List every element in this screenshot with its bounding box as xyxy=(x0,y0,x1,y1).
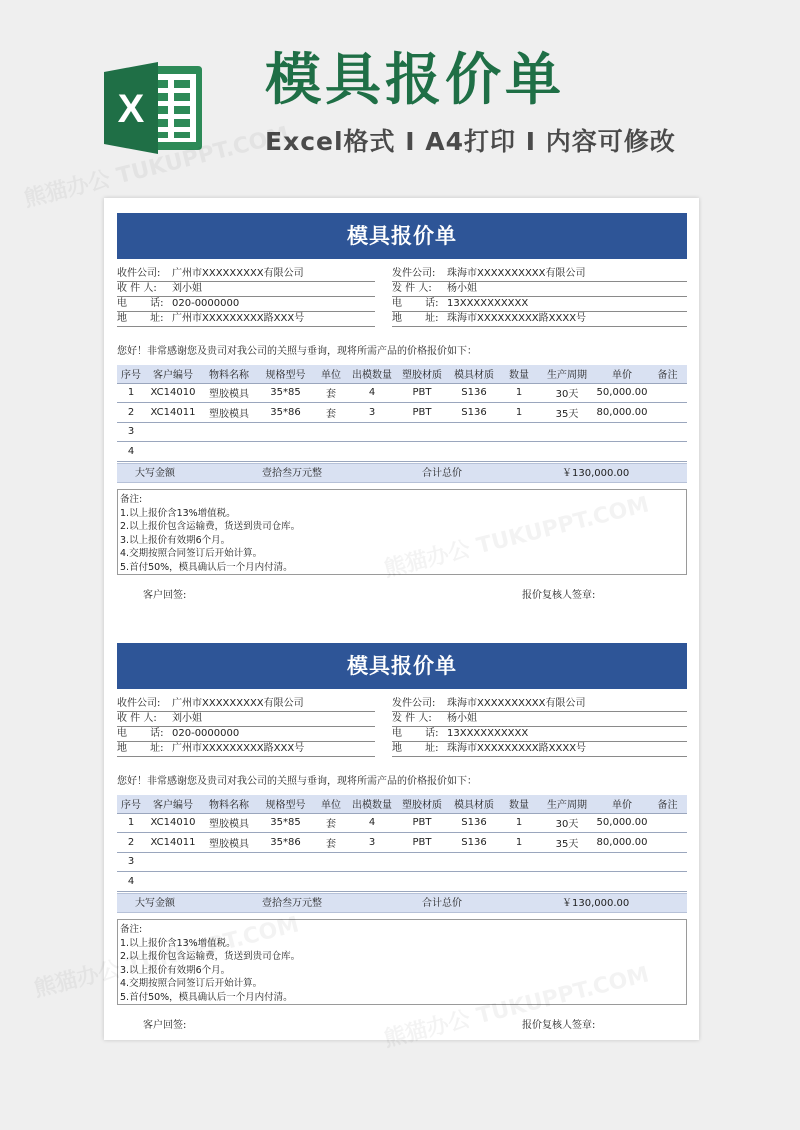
table-cell xyxy=(448,422,500,442)
table-cell: 50,000.00 xyxy=(596,813,648,833)
receiver-address-label: 地 址: xyxy=(117,743,164,754)
table-row xyxy=(117,403,687,423)
banner-title: 模具报价单 xyxy=(265,48,565,113)
notes-box xyxy=(117,919,687,1005)
table-cell xyxy=(648,403,687,423)
table-cell xyxy=(538,442,596,462)
caps-amount-label: 大写金额 xyxy=(135,898,175,909)
table-cell: 塑胶模具 xyxy=(201,403,257,423)
column-header: 出模数量 xyxy=(348,795,396,813)
table-cell xyxy=(396,872,448,892)
sender-address-row xyxy=(392,312,687,327)
quote-form xyxy=(117,643,687,1038)
sender-phone-label: 电 话: xyxy=(392,728,439,739)
receiver-address-row xyxy=(117,742,375,757)
table-cell xyxy=(500,422,538,442)
table-cell: XC14011 xyxy=(145,833,201,853)
table-cell: 1 xyxy=(117,813,145,833)
quote-title: 模具报价单 xyxy=(117,643,687,689)
table-cell xyxy=(145,872,201,892)
column-header: 塑胶材质 xyxy=(396,795,448,813)
table-row xyxy=(117,833,687,853)
table-cell xyxy=(348,872,396,892)
table-cell: 3 xyxy=(348,403,396,423)
sender-company-value: 珠海市XXXXXXXXXX有限公司 xyxy=(447,268,586,279)
table-cell xyxy=(348,442,396,462)
table-cell: 35*85 xyxy=(257,813,314,833)
table-cell: PBT xyxy=(396,813,448,833)
sender-company-value: 珠海市XXXXXXXXXX有限公司 xyxy=(447,698,586,709)
customer-signature-label: 客户回签: xyxy=(143,1020,187,1031)
table-cell xyxy=(500,442,538,462)
sender-person-value: 杨小姐 xyxy=(447,713,477,724)
greeting-text: 您好！非常感谢您及贵司对我公司的关照与垂询，现将所需产品的价格报价如下： xyxy=(117,776,477,787)
receiver-address-row xyxy=(117,312,375,327)
banner xyxy=(0,0,800,190)
table-cell: S136 xyxy=(448,833,500,853)
column-header: 塑胶材质 xyxy=(396,365,448,383)
table-cell: 80,000.00 xyxy=(596,403,648,423)
note-line: 1.以上报价含13%增值税。 xyxy=(120,937,236,949)
receiver-address-value: 广州市XXXXXXXXX路XXX号 xyxy=(172,743,305,754)
table-cell xyxy=(648,813,687,833)
table-cell: 1 xyxy=(500,833,538,853)
table-row xyxy=(117,813,687,833)
sender-person-row xyxy=(392,712,687,727)
table-cell: 1 xyxy=(500,813,538,833)
table-cell: 35*86 xyxy=(257,833,314,853)
table-cell xyxy=(348,422,396,442)
column-header: 序号 xyxy=(117,795,145,813)
receiver-person-value: 刘小姐 xyxy=(172,283,202,294)
column-header: 备注 xyxy=(648,365,687,383)
caps-amount-label: 大写金额 xyxy=(135,468,175,479)
table-header-row xyxy=(117,365,687,383)
table-row xyxy=(117,422,687,442)
receiver-company-label: 收件公司: xyxy=(117,698,161,709)
sender-address-value: 珠海市XXXXXXXXX路XXXX号 xyxy=(447,743,587,754)
table-cell: 3 xyxy=(117,852,145,872)
note-line: 5.首付50%，模具确认后一个月内付清。 xyxy=(120,561,293,573)
table-cell: 35*85 xyxy=(257,383,314,403)
reviewer-signature-label: 报价复核人签章: xyxy=(522,590,596,601)
note-line: 2.以上报价包含运输费，货送到贵司仓库。 xyxy=(120,951,301,962)
receiver-address-label: 地 址: xyxy=(117,313,164,324)
table-cell xyxy=(257,442,314,462)
table-cell xyxy=(314,442,348,462)
table-cell xyxy=(448,852,500,872)
receiver-company-label: 收件公司: xyxy=(117,268,161,279)
excel-logo-letter: X xyxy=(117,87,145,131)
table-cell: 4 xyxy=(117,872,145,892)
table-cell: 套 xyxy=(314,833,348,853)
total-price-label: 合计总价 xyxy=(422,898,462,909)
excel-icon xyxy=(104,60,204,156)
column-header: 数量 xyxy=(500,795,538,813)
column-header: 序号 xyxy=(117,365,145,383)
caps-amount-value: 壹拾叁万元整 xyxy=(262,468,322,479)
table-row xyxy=(117,852,687,872)
table-cell xyxy=(538,872,596,892)
table-cell xyxy=(448,442,500,462)
table-cell xyxy=(257,872,314,892)
table-cell xyxy=(596,872,648,892)
table-cell xyxy=(201,872,257,892)
sender-address-label: 地 址: xyxy=(392,743,439,754)
table-cell xyxy=(596,852,648,872)
sender-phone-value: 13XXXXXXXXXX xyxy=(447,298,529,309)
table-cell xyxy=(500,872,538,892)
table-cell: 套 xyxy=(314,403,348,423)
banner-subtitle: Excel格式 I A4打印 I 内容可修改 xyxy=(265,127,676,156)
sender-phone-value: 13XXXXXXXXXX xyxy=(447,728,529,739)
customer-signature-label: 客户回签: xyxy=(143,590,187,601)
table-cell xyxy=(257,422,314,442)
table-cell xyxy=(396,442,448,462)
table-cell xyxy=(314,422,348,442)
column-header: 模具材质 xyxy=(448,795,500,813)
sender-address-value: 珠海市XXXXXXXXX路XXXX号 xyxy=(447,313,587,324)
table-cell xyxy=(201,422,257,442)
total-price-value: ￥130,000.00 xyxy=(562,468,630,479)
table-cell: 35天 xyxy=(538,833,596,853)
table-cell: 4 xyxy=(348,383,396,403)
table-cell: 套 xyxy=(314,383,348,403)
table-cell xyxy=(145,422,201,442)
column-header: 生产周期 xyxy=(538,795,596,813)
total-row xyxy=(117,463,687,483)
table-cell: 1 xyxy=(117,383,145,403)
sender-company-label: 发件公司: xyxy=(392,268,436,279)
table-cell xyxy=(500,852,538,872)
table-cell: 3 xyxy=(348,833,396,853)
column-header: 出模数量 xyxy=(348,365,396,383)
receiver-person-label: 收 件 人: xyxy=(117,283,157,294)
column-header: 物料名称 xyxy=(201,365,257,383)
table-cell: 塑胶模具 xyxy=(201,833,257,853)
table-cell xyxy=(596,422,648,442)
sender-address-row xyxy=(392,742,687,757)
column-header: 生产周期 xyxy=(538,365,596,383)
column-header: 单位 xyxy=(314,795,348,813)
quote-title: 模具报价单 xyxy=(117,213,687,259)
column-header: 单位 xyxy=(314,365,348,383)
receiver-person-row xyxy=(117,712,375,727)
table-cell xyxy=(396,422,448,442)
table-cell: XC14010 xyxy=(145,383,201,403)
receiver-company-row xyxy=(117,267,375,282)
sender-person-value: 杨小姐 xyxy=(447,283,477,294)
table-cell: XC14011 xyxy=(145,403,201,423)
table-cell xyxy=(596,442,648,462)
table-cell xyxy=(145,442,201,462)
notes-box xyxy=(117,489,687,575)
table-cell xyxy=(257,852,314,872)
sender-company-label: 发件公司: xyxy=(392,698,436,709)
table-cell xyxy=(348,852,396,872)
table-cell xyxy=(648,852,687,872)
receiver-address-value: 广州市XXXXXXXXX路XXX号 xyxy=(172,313,305,324)
table-cell: S136 xyxy=(448,813,500,833)
table-cell: 3 xyxy=(117,422,145,442)
receiver-phone-value: 020-0000000 xyxy=(172,298,240,309)
table-cell xyxy=(314,852,348,872)
sender-person-row xyxy=(392,282,687,297)
quote-form xyxy=(117,213,687,608)
notes-heading: 备注: xyxy=(120,494,143,505)
table-cell xyxy=(538,422,596,442)
table-cell xyxy=(648,442,687,462)
table-cell xyxy=(314,872,348,892)
receiver-company-row xyxy=(117,697,375,712)
column-header: 物料名称 xyxy=(201,795,257,813)
receiver-person-label: 收 件 人: xyxy=(117,713,157,724)
column-header: 客户编号 xyxy=(145,795,201,813)
receiver-phone-label: 电 话: xyxy=(117,298,164,309)
total-price-label: 合计总价 xyxy=(422,468,462,479)
table-cell: 50,000.00 xyxy=(596,383,648,403)
sender-company-row xyxy=(392,697,687,712)
note-line: 1.以上报价含13%增值税。 xyxy=(120,507,236,519)
table-cell xyxy=(396,852,448,872)
receiver-phone-row xyxy=(117,727,375,742)
receiver-phone-label: 电 话: xyxy=(117,728,164,739)
total-price-value: ￥130,000.00 xyxy=(562,898,630,909)
receiver-person-value: 刘小姐 xyxy=(172,713,202,724)
total-row xyxy=(117,893,687,913)
note-line: 4.交期按照合同签订后开始计算。 xyxy=(120,978,263,989)
receiver-person-row xyxy=(117,282,375,297)
note-line: 2.以上报价包含运输费，货送到贵司仓库。 xyxy=(120,521,301,532)
table-row xyxy=(117,442,687,462)
items-table xyxy=(117,365,687,462)
table-cell: 1 xyxy=(500,403,538,423)
sender-phone-row xyxy=(392,727,687,742)
column-header: 单价 xyxy=(596,365,648,383)
column-header: 规格型号 xyxy=(257,795,314,813)
table-cell xyxy=(648,833,687,853)
column-header: 模具材质 xyxy=(448,365,500,383)
table-cell: 2 xyxy=(117,403,145,423)
sender-phone-label: 电 话: xyxy=(392,298,439,309)
a4-sheet xyxy=(104,198,699,1040)
table-cell xyxy=(201,852,257,872)
sender-phone-row xyxy=(392,297,687,312)
note-line: 4.交期按照合同签订后开始计算。 xyxy=(120,548,263,559)
table-cell: PBT xyxy=(396,383,448,403)
items-table xyxy=(117,795,687,892)
column-header: 单价 xyxy=(596,795,648,813)
table-row xyxy=(117,872,687,892)
notes-heading: 备注: xyxy=(120,924,143,935)
table-cell: S136 xyxy=(448,383,500,403)
receiver-company-value: 广州市XXXXXXXXX有限公司 xyxy=(172,698,304,709)
table-cell: 套 xyxy=(314,813,348,833)
table-cell: 4 xyxy=(117,442,145,462)
receiver-phone-value: 020-0000000 xyxy=(172,728,240,739)
column-header: 数量 xyxy=(500,365,538,383)
greeting-text: 您好！非常感谢您及贵司对我公司的关照与垂询，现将所需产品的价格报价如下： xyxy=(117,346,477,357)
table-cell: 35天 xyxy=(538,403,596,423)
table-cell xyxy=(145,852,201,872)
sender-person-label: 发 件 人: xyxy=(392,283,432,294)
table-cell: S136 xyxy=(448,403,500,423)
table-cell: 塑胶模具 xyxy=(201,383,257,403)
table-cell: 35*86 xyxy=(257,403,314,423)
column-header: 客户编号 xyxy=(145,365,201,383)
table-cell xyxy=(648,383,687,403)
table-cell xyxy=(201,442,257,462)
reviewer-signature-label: 报价复核人签章: xyxy=(522,1020,596,1031)
receiver-company-value: 广州市XXXXXXXXX有限公司 xyxy=(172,268,304,279)
note-line: 3.以上报价有效期6个月。 xyxy=(120,964,231,976)
table-cell: PBT xyxy=(396,833,448,853)
table-cell: 4 xyxy=(348,813,396,833)
table-cell: 30天 xyxy=(538,383,596,403)
note-line: 5.首付50%，模具确认后一个月内付清。 xyxy=(120,991,293,1003)
table-cell: XC14010 xyxy=(145,813,201,833)
table-header-row xyxy=(117,795,687,813)
table-cell: 30天 xyxy=(538,813,596,833)
note-line: 3.以上报价有效期6个月。 xyxy=(120,534,231,546)
column-header: 规格型号 xyxy=(257,365,314,383)
caps-amount-value: 壹拾叁万元整 xyxy=(262,898,322,909)
table-cell: 塑胶模具 xyxy=(201,813,257,833)
sender-company-row xyxy=(392,267,687,282)
table-cell: PBT xyxy=(396,403,448,423)
sender-address-label: 地 址: xyxy=(392,313,439,324)
sender-person-label: 发 件 人: xyxy=(392,713,432,724)
table-cell: 80,000.00 xyxy=(596,833,648,853)
table-cell xyxy=(648,422,687,442)
table-cell: 2 xyxy=(117,833,145,853)
receiver-phone-row xyxy=(117,297,375,312)
table-cell: 1 xyxy=(500,383,538,403)
table-cell xyxy=(538,852,596,872)
table-row xyxy=(117,383,687,403)
table-cell xyxy=(648,872,687,892)
column-header: 备注 xyxy=(648,795,687,813)
table-cell xyxy=(448,872,500,892)
